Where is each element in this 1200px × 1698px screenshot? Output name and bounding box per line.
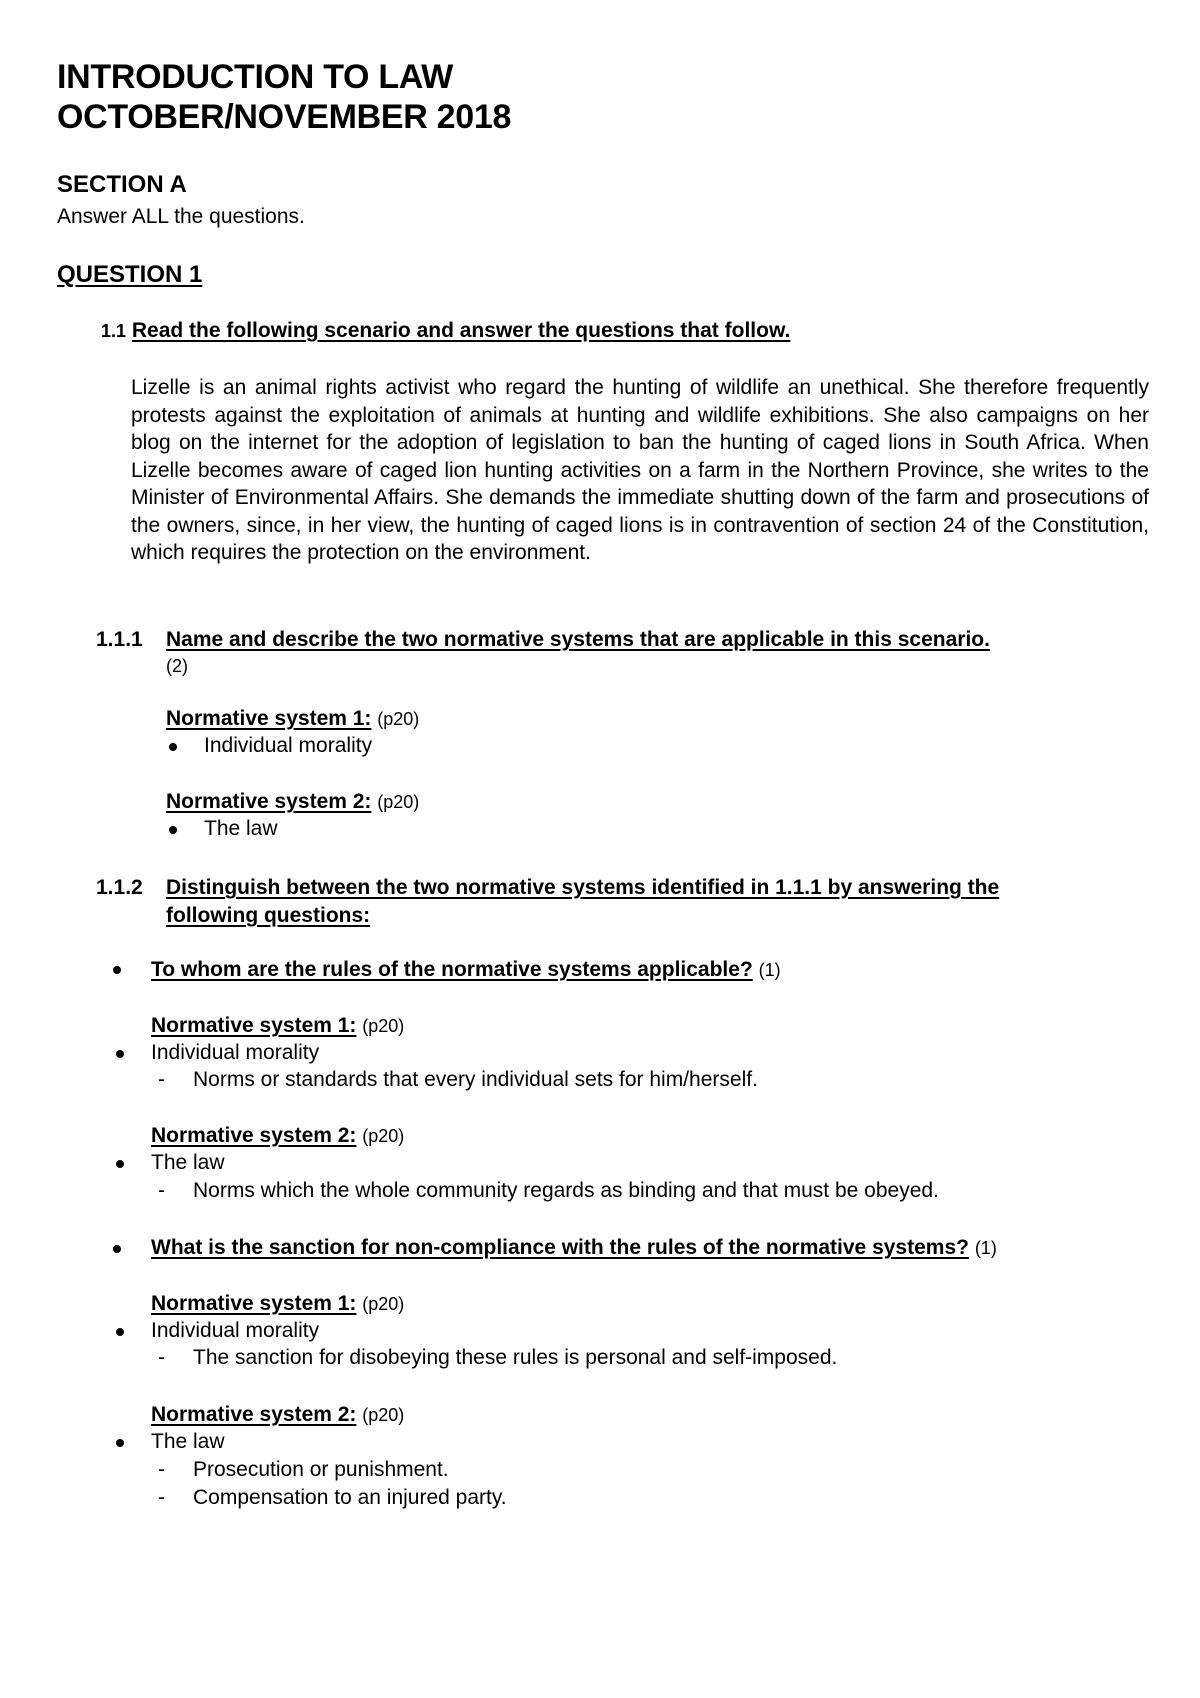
- bullet-icon: [113, 966, 121, 974]
- question-1-1-2-text-line2: following questions:: [166, 904, 371, 927]
- sub2-ns2-item: The law: [151, 1430, 225, 1453]
- sub2-normative-system-2: [151, 1403, 404, 1427]
- dash-marker: -: [158, 1486, 165, 1509]
- scenario-paragraph: Lizelle is an animal rights activist who regard the hunting of wildlife an unethical. She therefore frequently protests against the exploitation of animals at hunting and wildlife exhibitions. She also campaigns on her blog on the internet for the adoption of legislation to ban the hunting of caged lions in South Africa. When Lizelle becomes aware of caged lion hunting activities on a farm in the Northern Province, she writes to the Minister of Environmental Affairs. She demands the immediate shutting down of the farm and prosecutions of the owners, since, in her view, the hunting of caged lions is in contravention of section 24 of the Constitution, which requires the protection on the environment.: [131, 376, 1149, 564]
- sub1-normative-system-2: [151, 1124, 404, 1148]
- question-1-1-1-marks: (2): [166, 656, 188, 676]
- q111-ns2-label: Normative system 2:: [166, 790, 372, 813]
- sub-question-1-text: To whom are the rules of the normative systems applicable?: [151, 958, 753, 981]
- bullet-icon: [116, 1439, 124, 1447]
- question-1-1: [101, 319, 790, 343]
- dash-marker: -: [158, 1068, 165, 1091]
- q111-ns1-item: Individual morality: [204, 734, 373, 757]
- q111-normative-system-1: [166, 707, 419, 731]
- bullet-icon: [113, 1245, 121, 1253]
- sub2-ns2-detail-2: Compensation to an injured party.: [193, 1486, 507, 1509]
- bullet-icon: [169, 826, 177, 834]
- q111-ns2-ref: (p20): [377, 792, 420, 812]
- document-title-line2: OCTOBER/NOVEMBER 2018: [57, 98, 512, 136]
- question-1-1-text: Read the following scenario and answer the questions that follow.: [131, 319, 791, 342]
- question-1-1-1-number: 1.1.1: [96, 628, 143, 651]
- sub1-ns2-detail: Norms which the whole community regards as binding and that must be obeyed.: [193, 1179, 939, 1202]
- sub2-normative-system-1: [151, 1292, 404, 1316]
- section-heading: SECTION A: [57, 171, 187, 198]
- sub2-ns1-label: Normative system 1:: [151, 1292, 357, 1315]
- sub-question-1-marks: (1): [758, 960, 781, 980]
- sub1-normative-system-1: [151, 1014, 404, 1038]
- sub-question-1: [151, 958, 781, 982]
- sub1-ns1-ref: (p20): [362, 1016, 405, 1036]
- sub2-ns1-item: Individual morality: [151, 1319, 320, 1342]
- sub-question-2-marks: (1): [974, 1238, 997, 1258]
- bullet-icon: [116, 1160, 124, 1168]
- document-title-line1: INTRODUCTION TO LAW: [57, 58, 453, 96]
- question-1-1-2-number: 1.1.2: [96, 876, 143, 899]
- dash-marker: -: [158, 1179, 165, 1202]
- question-1-1-2-text-line1: Distinguish between the two normative systems identified in 1.1.1 by answering the: [166, 876, 1000, 899]
- q111-ns1-label: Normative system 1:: [166, 707, 372, 730]
- dash-marker: -: [158, 1346, 165, 1369]
- sub1-ns1-detail: Norms or standards that every individual sets for him/herself.: [193, 1068, 758, 1091]
- sub1-ns2-label: Normative system 2:: [151, 1124, 357, 1147]
- question-1-1-number: 1.1: [101, 321, 127, 341]
- q111-ns1-ref: (p20): [377, 709, 420, 729]
- sub1-ns2-item: The law: [151, 1151, 225, 1174]
- sub2-ns1-detail: The sanction for disobeying these rules is personal and self-imposed.: [193, 1346, 838, 1369]
- sub-question-2-text: What is the sanction for non-compliance with the rules of the normative systems?: [151, 1236, 969, 1259]
- sub1-ns2-ref: (p20): [362, 1126, 405, 1146]
- question-1-1-1-text: Name and describe the two normative systems that are applicable in this scenario.: [166, 628, 990, 651]
- bullet-icon: [169, 743, 177, 751]
- q111-ns2-item: The law: [204, 817, 278, 840]
- section-instruction: Answer ALL the questions.: [57, 205, 305, 228]
- bullet-icon: [116, 1328, 124, 1336]
- sub1-ns1-item: Individual morality: [151, 1041, 320, 1064]
- sub2-ns1-ref: (p20): [362, 1294, 405, 1314]
- dash-marker: -: [158, 1458, 165, 1481]
- sub1-ns1-label: Normative system 1:: [151, 1014, 357, 1037]
- sub2-ns2-ref: (p20): [362, 1405, 405, 1425]
- sub2-ns2-detail-1: Prosecution or punishment.: [193, 1458, 449, 1481]
- sub-question-2: [151, 1236, 997, 1260]
- sub2-ns2-label: Normative system 2:: [151, 1403, 357, 1426]
- q111-normative-system-2: [166, 790, 419, 814]
- bullet-icon: [116, 1050, 124, 1058]
- question-heading: QUESTION 1: [57, 261, 203, 288]
